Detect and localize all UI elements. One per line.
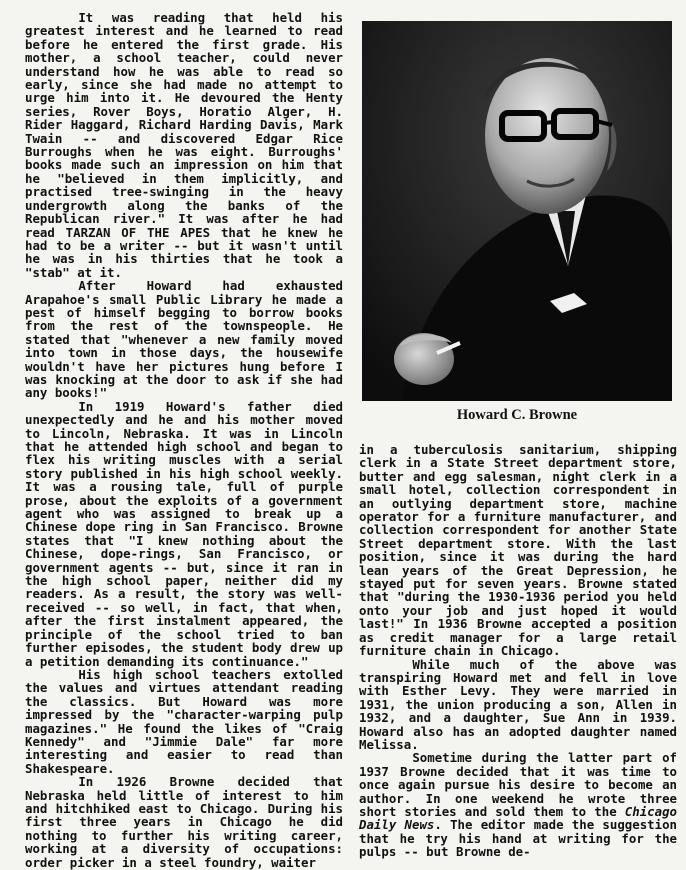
author-photo	[362, 21, 672, 401]
left-text-column	[25, 11, 343, 869]
photo-caption: Howard C. Browne	[456, 407, 578, 423]
paragraph-author-end: . The editor made the suggestion that he try his hand at writing for the pulps -- but Browne de-	[359, 817, 677, 860]
paragraph-lincoln: In 1919 Howard's father died unexpectedly and he and his mother moved to Lincoln, Nebraska. It was in Lincoln that he attended high school and began to flex his writing muscles with a serial story published in his high school weekly. It was a rousing tale, full of purple prose, about the exploits of a government agent who was assigned to break up a Chinese dope ring in San Francisco. Browne states that "I knew nothing about the Chinese, dope-rings, San Francisco, or government agents -- but, since it ran in the high school paper, neither did my readers. As a result, the story was well-received -- so well, in fact, that when, after the first instalment appeared, the principle of the school tried to ban further episodes, the student body drew up a petition demanding its continuance."	[25, 398, 343, 669]
paragraph-pulp-magazines: His high school teachers extolled the values and virtues attendant reading the classics. But Howard was more impressed by the "character-warping pulp magazines." He found the likes of "Craig Kennedy" and "Jimmie Dale" far more interesting and easier to read than Shakespeare.	[25, 666, 343, 776]
paragraph-library: After Howard had exhausted Arapahoe's small Public Library he made a pest of himself begging to borrow books from the rest of the townspeople. He stated that "whenever a new family moved into town in those days, the housewife wouldn't have her pictures hung before I was knocking at the door to ask if she had any books!"	[25, 278, 343, 401]
paragraph-marriage: While much of the above was transpiring Howard met and fell in love with Esther Levy. They were married in 1931, the union producing a son, Allen in 1932, and a daughter, Sue Ann in 1939. Howard also has an adopted daughter named Melissa.	[359, 656, 677, 752]
paragraph-reading: It was reading that held his greatest interest and he learned to read before he entered the first grade. His mother, a school teacher, could never understand how he was able to read so early, since she had made no attempt to urge him into it. He devoured the Henty series, Rover Boys, Horatio Alger, H. Rider Haggard, Richard Harding Davis, Mark Twain -- and discovered Edgar Rice Burroughs when he was eight. Burroughs' books made such an impression on him that he "believed in them implicitly, and practised tree-swinging in the heavy undergrowth along the banks of the Republican river." It was after he had read TARZAN OF THE APES that he knew he had to be a writer -- but it wasn't until he was in his thirties that he took a "stab" at it.	[25, 10, 343, 280]
right-text-column	[359, 443, 677, 859]
paragraph-author-start: Sometime during the latter part of 1937 Browne decided that it was time to once again pursue his desire to become an author. In one weekend he wrote three short stories and sold them to the	[359, 750, 677, 819]
paragraph-author	[359, 751, 677, 858]
newspaper-title: Chicago Daily News	[359, 803, 677, 833]
paragraph-jobs: in a tuberculosis sanitarium, shipping clerk in a State Street department store, butter and egg salesman, night clerk in a small hotel, collection correspondent in an outlying department store, machine operator for a furniture manufacturer, and collection correspondent for another State Street department store. With the last position, since it was during the hard lean years of the Great Depression, he stayed put for seven years. Browne stated that "during the 1930-1936 period you held onto your job and just hoped it would last!" In 1936 Browne accepted a position as credit manager for a large retail furniture chain in Chicago.	[359, 442, 677, 659]
paragraph-chicago: In 1926 Browne decided that Nebraska held little of interest to him and hitchhiked east to Chicago. During his first three years in Chicago he did nothing to further his writing career, working at a diversity of occupations: order picker in a steel foundry, waiter	[25, 774, 343, 870]
author-portrait-illustration	[362, 21, 672, 401]
